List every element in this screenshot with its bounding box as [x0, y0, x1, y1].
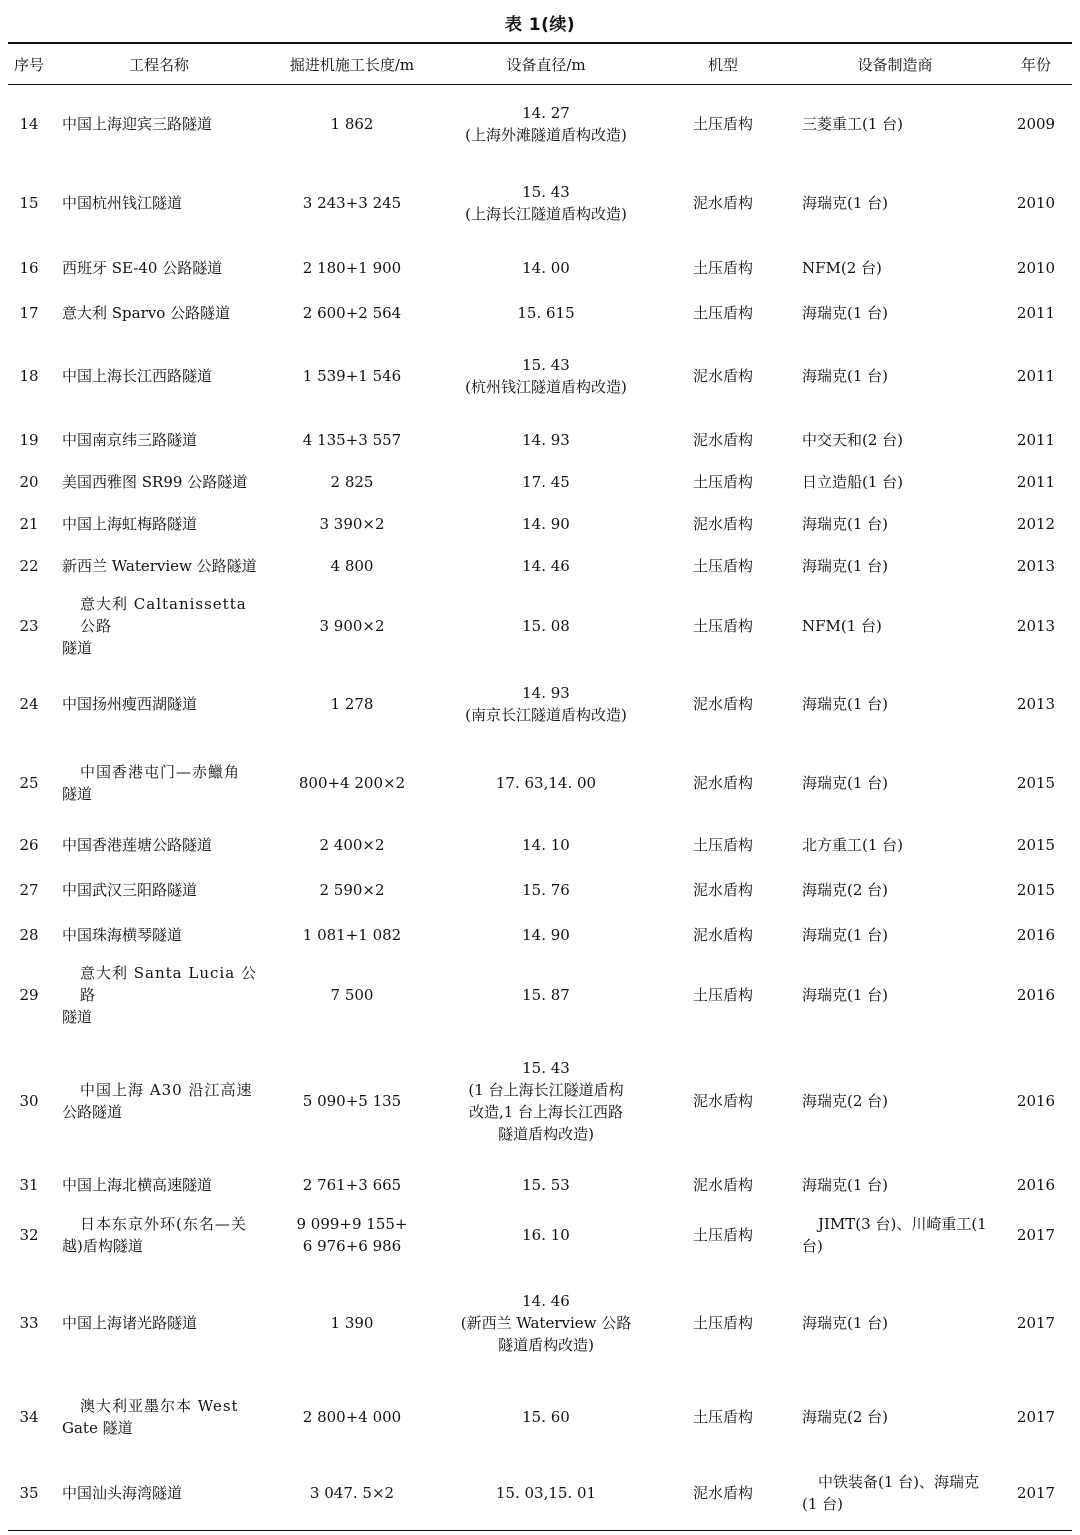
row-maker	[790, 743, 1000, 823]
row-no: 30	[19, 1091, 39, 1110]
row-length-line: 3 900×2	[319, 616, 385, 635]
row-diameter-line: 15. 615	[517, 303, 575, 322]
row-diameter-line: 14. 46	[522, 1291, 570, 1310]
table-row	[8, 1377, 1072, 1457]
row-type: 泥水盾构	[692, 430, 753, 449]
row-maker-line: 海瑞克(2 台)	[802, 1407, 889, 1426]
row-length	[268, 665, 436, 743]
row-no: 17	[19, 303, 39, 322]
row-no: 23	[19, 616, 39, 635]
row-maker	[790, 1377, 1000, 1457]
row-year: 2011	[1016, 472, 1056, 491]
row-year: 2016	[1016, 1175, 1056, 1194]
row-name-line: 中国上海虹梅路隧道	[62, 514, 198, 533]
row-diameter-line: 15. 08	[522, 616, 570, 635]
row-diameter	[436, 545, 656, 587]
row-diameter-line: 14. 93	[522, 683, 570, 702]
row-maker-line: 中交天和(2 台)	[802, 430, 904, 449]
tunnel-table	[8, 42, 1072, 1531]
row-year: 2009	[1016, 114, 1056, 133]
row-name	[50, 461, 268, 503]
row-length	[268, 85, 436, 163]
table-row	[8, 163, 1072, 243]
row-diameter	[436, 957, 656, 1033]
header-maker: 设备制造商	[857, 55, 933, 74]
row-length	[268, 461, 436, 503]
row-diameter-line: 14. 90	[522, 514, 570, 533]
row-length-line: 2 825	[330, 472, 374, 491]
row-diameter-line: 15. 43	[522, 355, 570, 374]
row-year: 2011	[1016, 366, 1056, 385]
row-maker	[790, 1201, 1000, 1269]
row-name	[50, 957, 268, 1033]
row-diameter-line: 14. 90	[522, 925, 570, 944]
row-type: 泥水盾构	[692, 1484, 753, 1503]
row-length	[268, 545, 436, 587]
row-diameter-line: (南京长江隧道盾构改造)	[465, 705, 627, 724]
row-name-line: 澳大利亚墨尔本 West	[80, 1396, 239, 1415]
row-diameter	[436, 333, 656, 419]
header-name: 工程名称	[128, 55, 189, 74]
row-name-line: 新西兰 Waterview 公路隧道	[62, 556, 257, 575]
row-name	[50, 1201, 268, 1269]
row-diameter-line: 14. 10	[522, 835, 570, 854]
row-diameter-line: 15. 87	[522, 985, 570, 1004]
row-name-line: 意大利 Caltanissetta 公路	[80, 594, 247, 635]
row-diameter	[436, 503, 656, 545]
table-row	[8, 1457, 1072, 1531]
row-name	[50, 163, 268, 243]
row-maker-line: 海瑞克(1 台)	[802, 985, 889, 1004]
row-length	[268, 1201, 436, 1269]
row-maker-line: (1 台)	[802, 1495, 844, 1514]
row-year: 2015	[1016, 835, 1056, 854]
row-name-line: 中国香港莲塘公路隧道	[62, 835, 213, 854]
row-name	[50, 823, 268, 867]
table-row	[8, 823, 1072, 867]
row-diameter	[436, 419, 656, 461]
table-row	[8, 1033, 1072, 1169]
row-length	[268, 243, 436, 293]
row-diameter	[436, 1033, 656, 1169]
row-year: 2015	[1016, 773, 1056, 792]
row-maker-line: 海瑞克(1 台)	[802, 1175, 889, 1194]
row-name-line: 隧道	[62, 784, 93, 803]
row-type: 土压盾构	[692, 1313, 753, 1332]
row-type: 土压盾构	[692, 258, 753, 277]
row-length	[268, 1169, 436, 1201]
row-length-line: 4 135+3 557	[302, 430, 402, 449]
row-diameter-line: (上海外滩隧道盾构改造)	[465, 125, 627, 144]
table-row	[8, 503, 1072, 545]
row-name-line: 中国上海长江西路隧道	[62, 366, 213, 385]
header-type: 机型	[707, 55, 738, 74]
row-length-line: 1 862	[330, 114, 374, 133]
row-maker-line: 海瑞克(2 台)	[802, 1091, 889, 1110]
row-no: 33	[19, 1313, 39, 1332]
row-diameter-line: 14. 93	[522, 430, 570, 449]
row-name-line: 中国汕头海湾隧道	[62, 1484, 183, 1503]
row-name	[50, 419, 268, 461]
row-length	[268, 1377, 436, 1457]
table-row	[8, 1169, 1072, 1201]
row-no: 20	[19, 472, 39, 491]
row-year: 2013	[1016, 556, 1056, 575]
row-length-line: 7 500	[330, 985, 374, 1004]
row-diameter	[436, 85, 656, 163]
row-maker	[790, 957, 1000, 1033]
row-length	[268, 913, 436, 957]
row-type: 泥水盾构	[692, 1091, 753, 1110]
row-name-line: 中国上海 A30 沿江高速	[80, 1080, 253, 1099]
table-header-row	[8, 43, 1072, 85]
row-maker	[790, 333, 1000, 419]
row-length	[268, 867, 436, 913]
row-length	[268, 1033, 436, 1169]
row-type: 泥水盾构	[692, 925, 753, 944]
row-maker	[790, 913, 1000, 957]
row-maker-line: 海瑞克(1 台)	[802, 193, 889, 212]
row-type: 土压盾构	[692, 616, 753, 635]
row-name	[50, 867, 268, 913]
row-no: 34	[19, 1407, 39, 1426]
row-no: 21	[19, 514, 39, 533]
row-type: 泥水盾构	[692, 366, 753, 385]
row-length	[268, 293, 436, 333]
row-no: 28	[19, 925, 39, 944]
row-maker	[790, 665, 1000, 743]
row-diameter	[436, 1269, 656, 1377]
row-no: 15	[19, 193, 39, 212]
row-length	[268, 163, 436, 243]
row-length-line: 2 761+3 665	[302, 1175, 402, 1194]
row-name	[50, 1377, 268, 1457]
row-year: 2011	[1016, 303, 1056, 322]
row-diameter-line: 17. 63,14. 00	[495, 773, 597, 792]
row-length-line: 2 590×2	[319, 880, 385, 899]
row-length-line: 1 278	[330, 694, 374, 713]
row-length-line: 3 047. 5×2	[309, 1484, 395, 1503]
header-length: 掘进机施工长度/m	[289, 55, 415, 74]
row-length	[268, 503, 436, 545]
row-type: 土压盾构	[692, 1225, 753, 1244]
row-length-line: 6 976+6 986	[302, 1236, 402, 1255]
row-name-line: 中国上海迎宾三路隧道	[62, 114, 213, 133]
row-maker-line: 海瑞克(1 台)	[802, 514, 889, 533]
row-name	[50, 545, 268, 587]
row-name-line: 隧道	[62, 638, 93, 657]
row-maker-line: 海瑞克(1 台)	[802, 366, 889, 385]
row-name-line: 中国上海北横高速隧道	[62, 1175, 213, 1194]
row-name	[50, 913, 268, 957]
row-no: 31	[19, 1175, 39, 1194]
table-row	[8, 85, 1072, 163]
row-name	[50, 243, 268, 293]
row-maker	[790, 503, 1000, 545]
row-name	[50, 85, 268, 163]
row-no: 19	[19, 430, 39, 449]
row-year: 2017	[1016, 1225, 1056, 1244]
row-maker-line: JIMT(3 台)、川崎重工(1	[818, 1214, 987, 1233]
row-length-line: 800+4 200×2	[298, 773, 406, 792]
row-name	[50, 1169, 268, 1201]
row-diameter	[436, 163, 656, 243]
row-maker	[790, 1033, 1000, 1169]
row-diameter	[436, 461, 656, 503]
row-maker	[790, 823, 1000, 867]
row-length	[268, 333, 436, 419]
table-row	[8, 333, 1072, 419]
row-year: 2013	[1016, 694, 1056, 713]
row-name	[50, 743, 268, 823]
row-maker-line: 海瑞克(1 台)	[802, 1313, 889, 1332]
row-length	[268, 587, 436, 665]
row-type: 泥水盾构	[692, 193, 753, 212]
row-maker-line: 中铁装备(1 台)、海瑞克	[818, 1473, 980, 1492]
row-name-line: 隧道	[62, 1007, 93, 1026]
row-length	[268, 957, 436, 1033]
row-diameter	[436, 1169, 656, 1201]
row-name-line: 中国武汉三阳路隧道	[62, 880, 198, 899]
row-name-line: 意大利 Santa Lucia 公路	[80, 963, 257, 1004]
row-diameter-line: 15. 43	[522, 182, 570, 201]
row-maker	[790, 867, 1000, 913]
row-type: 土压盾构	[692, 985, 753, 1004]
row-no: 14	[19, 114, 39, 133]
row-type: 土压盾构	[692, 1407, 753, 1426]
row-type: 泥水盾构	[692, 880, 753, 899]
row-diameter-line: 隧道盾构改造)	[498, 1124, 594, 1143]
row-year: 2016	[1016, 1091, 1056, 1110]
row-length	[268, 419, 436, 461]
row-name-line: 中国珠海横琴隧道	[62, 925, 183, 944]
row-name-line: 中国杭州钱江隧道	[62, 193, 183, 212]
row-type: 土压盾构	[692, 303, 753, 322]
row-diameter-line: 15. 53	[522, 1175, 570, 1194]
row-maker	[790, 293, 1000, 333]
row-maker	[790, 85, 1000, 163]
row-name-line: 中国香港屯门—赤鱲角	[80, 762, 241, 781]
row-maker	[790, 1269, 1000, 1377]
row-diameter-line: 17. 45	[522, 472, 570, 491]
table-row	[8, 957, 1072, 1033]
row-no: 26	[19, 835, 39, 854]
row-type: 泥水盾构	[692, 1175, 753, 1194]
row-year: 2017	[1016, 1484, 1056, 1503]
row-length-line: 2 400×2	[319, 835, 385, 854]
row-name	[50, 665, 268, 743]
row-diameter-line: (1 台上海长江隧道盾构	[468, 1080, 624, 1099]
table-row	[8, 1269, 1072, 1377]
table-row	[8, 293, 1072, 333]
row-maker-line: NFM(1 台)	[802, 616, 882, 635]
table-row	[8, 665, 1072, 743]
row-diameter-line: 15. 76	[522, 880, 570, 899]
row-year: 2010	[1016, 193, 1056, 212]
row-no: 32	[19, 1225, 39, 1244]
row-no: 27	[19, 880, 39, 899]
row-maker	[790, 1169, 1000, 1201]
row-length-line: 5 090+5 135	[302, 1091, 402, 1110]
table-row	[8, 419, 1072, 461]
row-year: 2016	[1016, 925, 1056, 944]
row-year: 2017	[1016, 1313, 1056, 1332]
row-name-line: 日本东京外环(东名—关	[80, 1214, 247, 1233]
row-diameter-line: 14. 27	[522, 103, 570, 122]
row-year: 2011	[1016, 430, 1056, 449]
table-row	[8, 913, 1072, 957]
row-length-line: 3 390×2	[319, 514, 385, 533]
row-name-line: 中国南京纬三路隧道	[62, 430, 198, 449]
row-name-line: 中国上海诸光路隧道	[62, 1313, 198, 1332]
row-length	[268, 1269, 436, 1377]
row-maker-line: 三菱重工(1 台)	[802, 114, 904, 133]
row-diameter	[436, 293, 656, 333]
row-maker	[790, 1457, 1000, 1531]
row-no: 24	[19, 694, 39, 713]
row-name-line: 意大利 Sparvo 公路隧道	[62, 303, 231, 322]
row-diameter-line: 16. 10	[522, 1225, 570, 1244]
row-name	[50, 503, 268, 545]
row-maker	[790, 163, 1000, 243]
row-year: 2013	[1016, 616, 1056, 635]
row-maker-line: 海瑞克(1 台)	[802, 773, 889, 792]
table-row	[8, 587, 1072, 665]
row-year: 2012	[1016, 514, 1056, 533]
row-name	[50, 1457, 268, 1531]
table-row	[8, 461, 1072, 503]
row-diameter	[436, 743, 656, 823]
row-diameter-line: 15. 60	[522, 1407, 570, 1426]
row-length-line: 9 099+9 155+	[296, 1214, 408, 1233]
row-name	[50, 587, 268, 665]
row-type: 土压盾构	[692, 114, 753, 133]
row-no: 18	[19, 366, 39, 385]
header-diameter: 设备直径/m	[506, 55, 586, 74]
table-row	[8, 743, 1072, 823]
row-diameter	[436, 823, 656, 867]
row-diameter	[436, 1201, 656, 1269]
row-length-line: 2 180+1 900	[302, 258, 402, 277]
row-type: 土压盾构	[692, 556, 753, 575]
row-maker-line: 海瑞克(1 台)	[802, 694, 889, 713]
row-length-line: 4 800	[330, 556, 374, 575]
row-length-line: 3 243+3 245	[302, 193, 402, 212]
row-no: 25	[19, 773, 39, 792]
row-length-line: 1 390	[330, 1313, 374, 1332]
row-length	[268, 1457, 436, 1531]
row-maker-line: 海瑞克(1 台)	[802, 303, 889, 322]
row-name-line: 美国西雅图 SR99 公路隧道	[62, 472, 248, 491]
row-type: 泥水盾构	[692, 514, 753, 533]
row-diameter-line: (杭州钱江隧道盾构改造)	[465, 377, 627, 396]
row-maker	[790, 545, 1000, 587]
row-type: 土压盾构	[692, 835, 753, 854]
row-name	[50, 293, 268, 333]
table-row	[8, 1201, 1072, 1269]
row-length	[268, 823, 436, 867]
table-row	[8, 243, 1072, 293]
row-no: 22	[19, 556, 39, 575]
row-maker	[790, 419, 1000, 461]
row-no: 35	[19, 1484, 39, 1503]
header-year: 年份	[1020, 55, 1051, 74]
row-length-line: 1 539+1 546	[302, 366, 402, 385]
row-diameter	[436, 867, 656, 913]
row-diameter-line: (新西兰 Waterview 公路	[460, 1313, 632, 1332]
row-type: 土压盾构	[692, 472, 753, 491]
row-maker-line: 日立造船(1 台)	[802, 472, 904, 491]
row-length-line: 2 600+2 564	[302, 303, 402, 322]
row-name-line: 西班牙 SE-40 公路隧道	[62, 258, 223, 277]
row-length-line: 2 800+4 000	[302, 1407, 402, 1426]
row-diameter-line: 15. 03,15. 01	[495, 1484, 597, 1503]
row-maker-line: 台)	[802, 1236, 823, 1255]
table-row	[8, 867, 1072, 913]
row-type: 泥水盾构	[692, 773, 753, 792]
row-year: 2015	[1016, 880, 1056, 899]
row-maker	[790, 587, 1000, 665]
row-diameter-line: 14. 46	[522, 556, 570, 575]
row-year: 2017	[1016, 1407, 1056, 1426]
row-name-line: Gate 隧道	[62, 1418, 133, 1437]
row-length-line: 1 081+1 082	[302, 925, 402, 944]
row-diameter-line: 15. 43	[522, 1058, 570, 1077]
row-diameter	[436, 665, 656, 743]
row-maker-line: NFM(2 台)	[802, 258, 882, 277]
row-maker-line: 海瑞克(1 台)	[802, 925, 889, 944]
row-maker-line: 北方重工(1 台)	[802, 835, 904, 854]
row-diameter	[436, 1377, 656, 1457]
row-diameter-line: 改造,1 台上海长江西路	[468, 1102, 624, 1121]
row-diameter-line: 隧道盾构改造)	[498, 1335, 594, 1354]
row-type: 泥水盾构	[692, 694, 753, 713]
row-length	[268, 743, 436, 823]
row-year: 2010	[1016, 258, 1056, 277]
table-row	[8, 545, 1072, 587]
row-maker-line: 海瑞克(1 台)	[802, 556, 889, 575]
row-year: 2016	[1016, 985, 1056, 1004]
row-maker	[790, 243, 1000, 293]
row-diameter	[436, 1457, 656, 1531]
row-diameter	[436, 913, 656, 957]
row-name-line: 越)盾构隧道	[62, 1236, 143, 1255]
row-maker	[790, 461, 1000, 503]
row-name	[50, 1269, 268, 1377]
row-name	[50, 333, 268, 419]
row-diameter-line: (上海长江隧道盾构改造)	[465, 204, 627, 223]
row-maker-line: 海瑞克(2 台)	[802, 880, 889, 899]
table-caption: 表 1(续)	[504, 15, 576, 35]
row-no: 29	[19, 985, 39, 1004]
row-name-line: 公路隧道	[62, 1102, 123, 1121]
row-name	[50, 1033, 268, 1169]
row-name-line: 中国扬州瘦西湖隧道	[62, 694, 198, 713]
table-body	[8, 85, 1072, 1531]
row-no: 16	[19, 258, 39, 277]
row-diameter-line: 14. 00	[522, 258, 570, 277]
header-no: 序号	[13, 55, 44, 74]
row-diameter	[436, 243, 656, 293]
row-diameter	[436, 587, 656, 665]
